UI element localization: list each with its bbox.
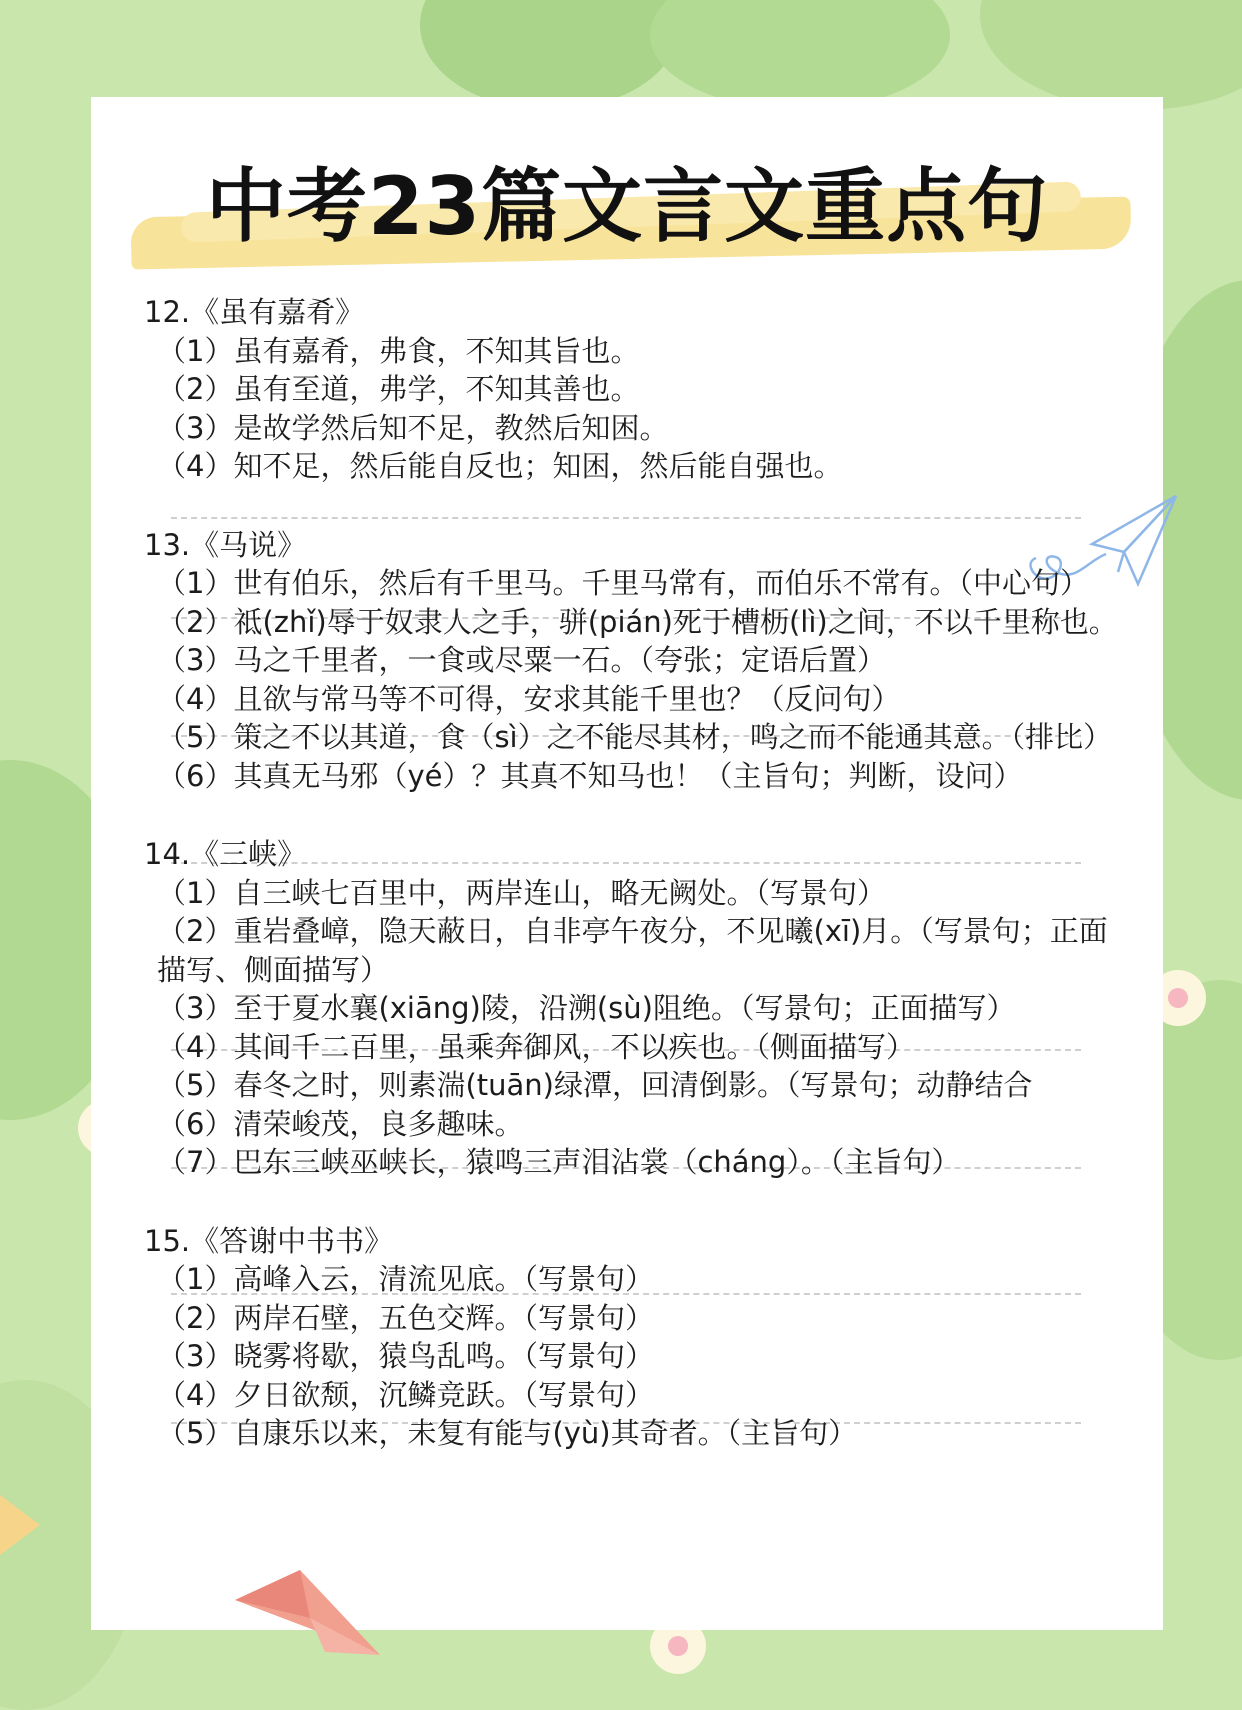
list-item: （4）其间千二百里，虽乘奔御风，不以疾也。（侧面描写） (157, 1029, 915, 1064)
list-item: （1）世有伯乐，然后有千里马。千里马常有，而伯乐不常有。（中心句） (157, 566, 1089, 600)
list-item: （2）两岸石壁，五色交辉。（写景句） (157, 1300, 654, 1335)
section-heading: 12.《虽有嘉肴》 (144, 295, 365, 329)
section-gap (144, 486, 1124, 526)
list-item: （7）巴东三峡巫峡长，猿鸣三声泪沾裳（cháng）。（主旨句） (157, 1145, 961, 1179)
section-heading: 14.《三峡》 (144, 837, 307, 871)
list-item: （1）高峰入云，清流见底。（写景句） (157, 1262, 654, 1296)
list-item: （3）是故学然后知不足，教然后知困。 (157, 410, 669, 445)
section-heading: 13.《马说》 (144, 527, 307, 562)
section-13 (144, 526, 1124, 796)
sentence-list (144, 293, 1124, 1453)
section-12 (144, 293, 1124, 486)
list-item: （3）晓雾将歇，猿鸟乱鸣。（写景句） (157, 1339, 654, 1373)
list-item: （5）自康乐以来，未复有能与(yù)其奇者。（主旨句） (157, 1416, 858, 1450)
page-title: 中考23篇文言文重点句 (205, 160, 1049, 253)
list-item: （6）其真无马邪（yé）？其真不知马也！（主旨句；判断，设问） (157, 758, 1023, 793)
paper-plane-icon (0, 1495, 40, 1555)
section-gap (144, 1182, 1124, 1222)
background-blob (980, 0, 1242, 110)
list-item: （6）清荣峻茂，良多趣味。 (157, 1106, 524, 1141)
section-14 (144, 835, 1124, 1182)
list-item: （3）至于夏水襄(xiāng)陵，沿溯(sù)阻绝。（写景句；正面描写） (157, 991, 1016, 1025)
background-blob (420, 0, 680, 110)
title-banner (91, 157, 1163, 267)
section-heading: 15.《答谢中书书》 (144, 1223, 394, 1258)
section-15 (144, 1222, 1124, 1453)
list-item: （1）虽有嘉肴，弗食，不知其旨也。 (157, 333, 640, 368)
list-item: （2）虽有至道，弗学，不知其善也。 (157, 372, 640, 406)
section-gap (144, 795, 1124, 835)
list-item: （4）且欲与常马等不可得，安求其能千里也？（反问句） (157, 681, 901, 716)
list-item: （5）春冬之时，则素湍(tuān)绿潭，回清倒影。（写景句；动静结合 (157, 1068, 1033, 1102)
list-item: （4）知不足，然后能自反也；知困，然后能自强也。 (157, 449, 843, 483)
list-item: （1）自三峡七百里中，两岸连山，略无阙处。（写景句） (157, 875, 886, 910)
list-item: （2）重岩叠嶂，隐天蔽日，自非亭午夜分，不见曦(xī)月。（写景句；正面描写、侧面描写） (157, 914, 1108, 987)
paper-card (91, 97, 1163, 1630)
list-item: （2）祗(zhǐ)辱于奴隶人之手，骈(pián)死于槽枥(lì)之间，不以千里称也。 (157, 604, 1118, 639)
list-item: （4）夕日欲颓，沉鳞竞跃。（写景句） (157, 1377, 654, 1412)
background-blob (650, 0, 950, 110)
list-item: （3）马之千里者，一食或尽粟一石。（夸张；定语后置） (157, 643, 886, 677)
paper-plane-icon (230, 1560, 390, 1660)
list-item: （5）策之不以其道，食（sì）之不能尽其材，鸣之而不能通其意。（排比） (157, 720, 1113, 754)
